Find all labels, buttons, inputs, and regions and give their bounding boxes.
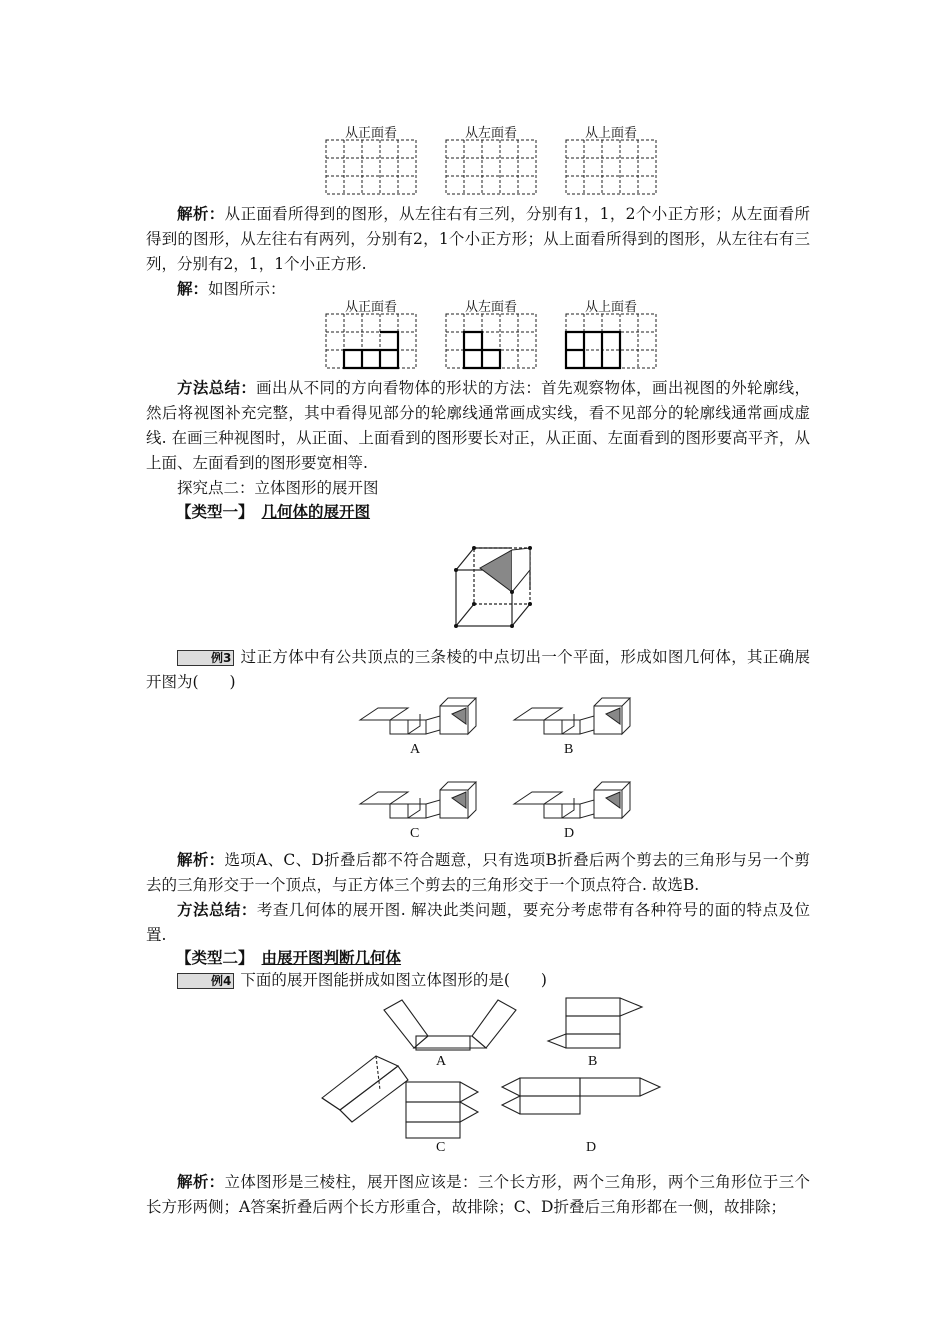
option-4-c: C [436, 1140, 446, 1155]
solution-1-text: 如图所示： [208, 280, 286, 298]
analysis-3-text: 选项A、C、D折叠后都不符合题意，只有选项B折叠后两个剪去的三角形与另一个剪去的三角形交于一个顶点，与正方体三个剪去的三角形交于一个顶点符合. 故选B. [146, 851, 810, 894]
option-4-d: D [586, 1140, 597, 1155]
explore-2: 探究点二：立体图形的展开图 [177, 479, 379, 497]
view-label-top-2: 从上面看 [584, 300, 637, 315]
net4-option-a [384, 1000, 516, 1050]
option-4-a: A [436, 1054, 447, 1069]
prism-solid [322, 1056, 408, 1122]
option-3-b: B [564, 742, 574, 757]
type1-title: 几何体的展开图 [261, 503, 371, 521]
net4-option-c [406, 1082, 478, 1138]
view-label-left-2: 从左面看 [464, 300, 517, 315]
analysis-1-text: 从正面看所得到的图形，从左往右有三列，分别有1，1，2个小正方形；从左面看所得到的图形，从左往右有两列，分别有2，1个小正方形；从上面看所得到的图形，从左往右有三列，分别有2，1，1个小正方形. [146, 205, 810, 273]
solution-1-label: 解： [177, 280, 209, 298]
example-3-text: 过正方体中有公共顶点的三条棱的中点切出一个平面，形成如图几何体，其正确展开图为( ) [146, 648, 810, 691]
analysis-4-text: 立体图形是三棱柱，展开图应该是：三个长方形，两个三角形，两个三角形位于三个长方形两侧；A答案折叠后两个长方形重合，故排除；C、D折叠后三角形都在一侧，故排除； [146, 1173, 810, 1216]
option-4-b: B [588, 1054, 598, 1069]
option-3-a: A [410, 742, 421, 757]
view-label-top: 从上面看 [584, 126, 637, 141]
analysis-3-label: 解析： [177, 851, 225, 869]
net4-option-d [502, 1078, 660, 1114]
analysis-4 [146, 1170, 810, 1220]
view-label-front-2: 从正面看 [344, 300, 397, 315]
analysis-4-label: 解析： [177, 1173, 225, 1191]
example-4-tag: 例4 [177, 973, 234, 989]
method-1-label: 方法总结： [177, 379, 257, 397]
example-3-tag: 例3 [177, 650, 234, 666]
type1-bracket: 【类型一】 [176, 503, 254, 521]
example-4-text: 下面的展开图能拼成如图立体图形的是( ) [240, 971, 547, 989]
method-1-text: 画出从不同的方向看物体的形状的方法：首先观察物体，画出视图的外轮廓线，然后将视图补充完整，其中看得见部分的轮廓线通常画成实线，看不见部分的轮廓线通常画成虚线. 在画三种视图时，从正面、上面看到的图形要长对正，从正面、左面看到的图形要高平齐，从上面、左面看到的图形要宽相等. [146, 379, 810, 472]
type2-bracket: 【类型二】 [176, 949, 254, 967]
option-3-d: D [564, 826, 575, 841]
net4-option-b [548, 998, 642, 1048]
method-3-label: 方法总结： [177, 901, 257, 919]
view-label-front: 从正面看 [344, 126, 397, 141]
analysis-1-label: 解析： [177, 205, 225, 223]
method-3-text: 考查几何体的展开图. 解决此类问题，要充分考虑带有各种符号的面的特点及位置. [146, 901, 810, 944]
type2-title: 由展开图判断几何体 [261, 949, 402, 967]
view-label-left: 从左面看 [464, 126, 517, 141]
option-3-c: C [410, 826, 420, 841]
